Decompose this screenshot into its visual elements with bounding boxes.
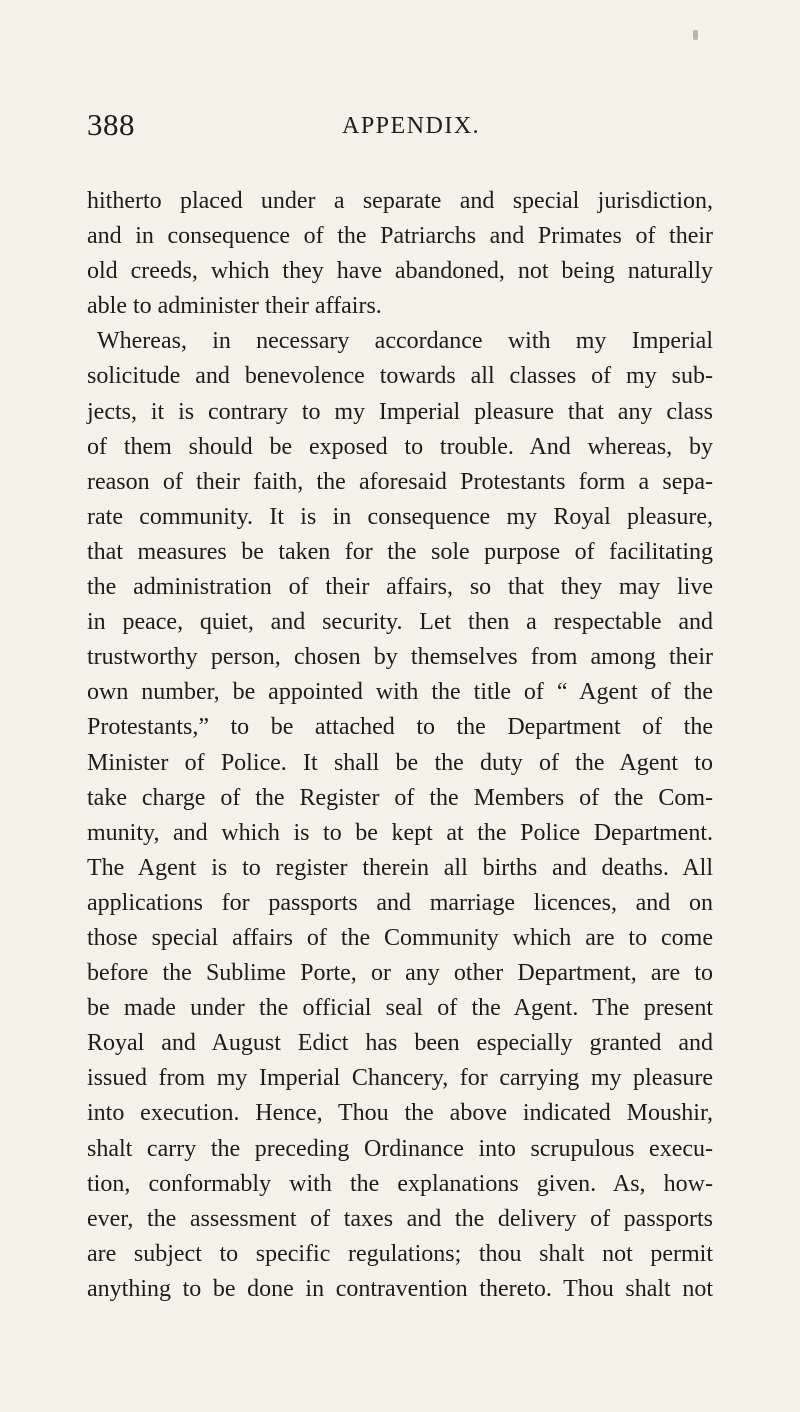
text-line: Minister of Police. It shall be the duty of the Agent to [87,749,713,776]
text-line: The Agent is to register therein all births and deaths. All [87,854,713,881]
text-line: before the Sublime Porte, or any other Department, are to [87,960,713,987]
text-line: reason of their faith, the aforesaid Protestants form a sepa- [87,468,713,495]
text-line: ever, the assessment of taxes and the delivery of passports [87,1205,713,1232]
text-line: applications for passports and marriage licences, and on [87,889,713,916]
body-text [87,184,713,1307]
text-line: anything to be done in contravention thereto. Thou shalt not [87,1275,713,1302]
text-line: old creeds, which they have abandoned, not being naturally [87,258,713,285]
text-line: Royal and August Edict has been especially granted and [87,1030,713,1057]
text-line: Whereas, in necessary accordance with my Imperial [97,328,713,355]
text-line: own number, be appointed with the title of “ Agent of the [87,679,713,706]
text-line: the administration of their affairs, so that they may live [87,574,713,601]
text-line: of them should be exposed to trouble. And whereas, by [87,433,713,460]
text-line: Protestants,” to be attached to the Department of the [87,714,713,741]
text-line: rate community. It is in consequence my Royal pleasure, [87,503,713,530]
running-head: APPENDIX. [342,113,481,139]
text-line: hitherto placed under a separate and special jurisdiction, [87,188,713,214]
text-line: shalt carry the preceding Ordinance into scrupulous execu- [87,1135,713,1162]
text-line: solicitude and benevolence towards all classes of my sub- [87,363,713,390]
text-line: and in consequence of the Patriarchs and Primates of their [87,223,713,250]
text-line: tion, conformably with the explanations given. As, how- [87,1170,713,1197]
text-line: be made under the official seal of the Agent. The present [87,995,713,1022]
page-number: 388 [87,107,135,142]
text-line: that measures be taken for the sole purpose of facilitating [87,538,713,565]
text-line: those special affairs of the Community which are to come [87,924,713,951]
text-line: trustworthy person, chosen by themselves from among their [87,644,713,671]
text-line: munity, and which is to be kept at the Police Department. [87,819,713,846]
text-line: jects, it is contrary to my Imperial pleasure that any class [87,398,713,425]
paper-speck [693,30,698,40]
text-line: into execution. Hence, Thou the above indicated Moushir, [87,1100,713,1127]
text-line: take charge of the Register of the Members of the Com- [87,784,713,811]
text-line: issued from my Imperial Chancery, for carrying my pleasure [87,1065,713,1092]
page-header [0,106,800,146]
text-line: in peace, quiet, and security. Let then a respectable and [87,609,713,636]
text-line: able to administer their affairs. [87,293,382,320]
text-line: are subject to specific regulations; thou shalt not permit [87,1240,713,1267]
